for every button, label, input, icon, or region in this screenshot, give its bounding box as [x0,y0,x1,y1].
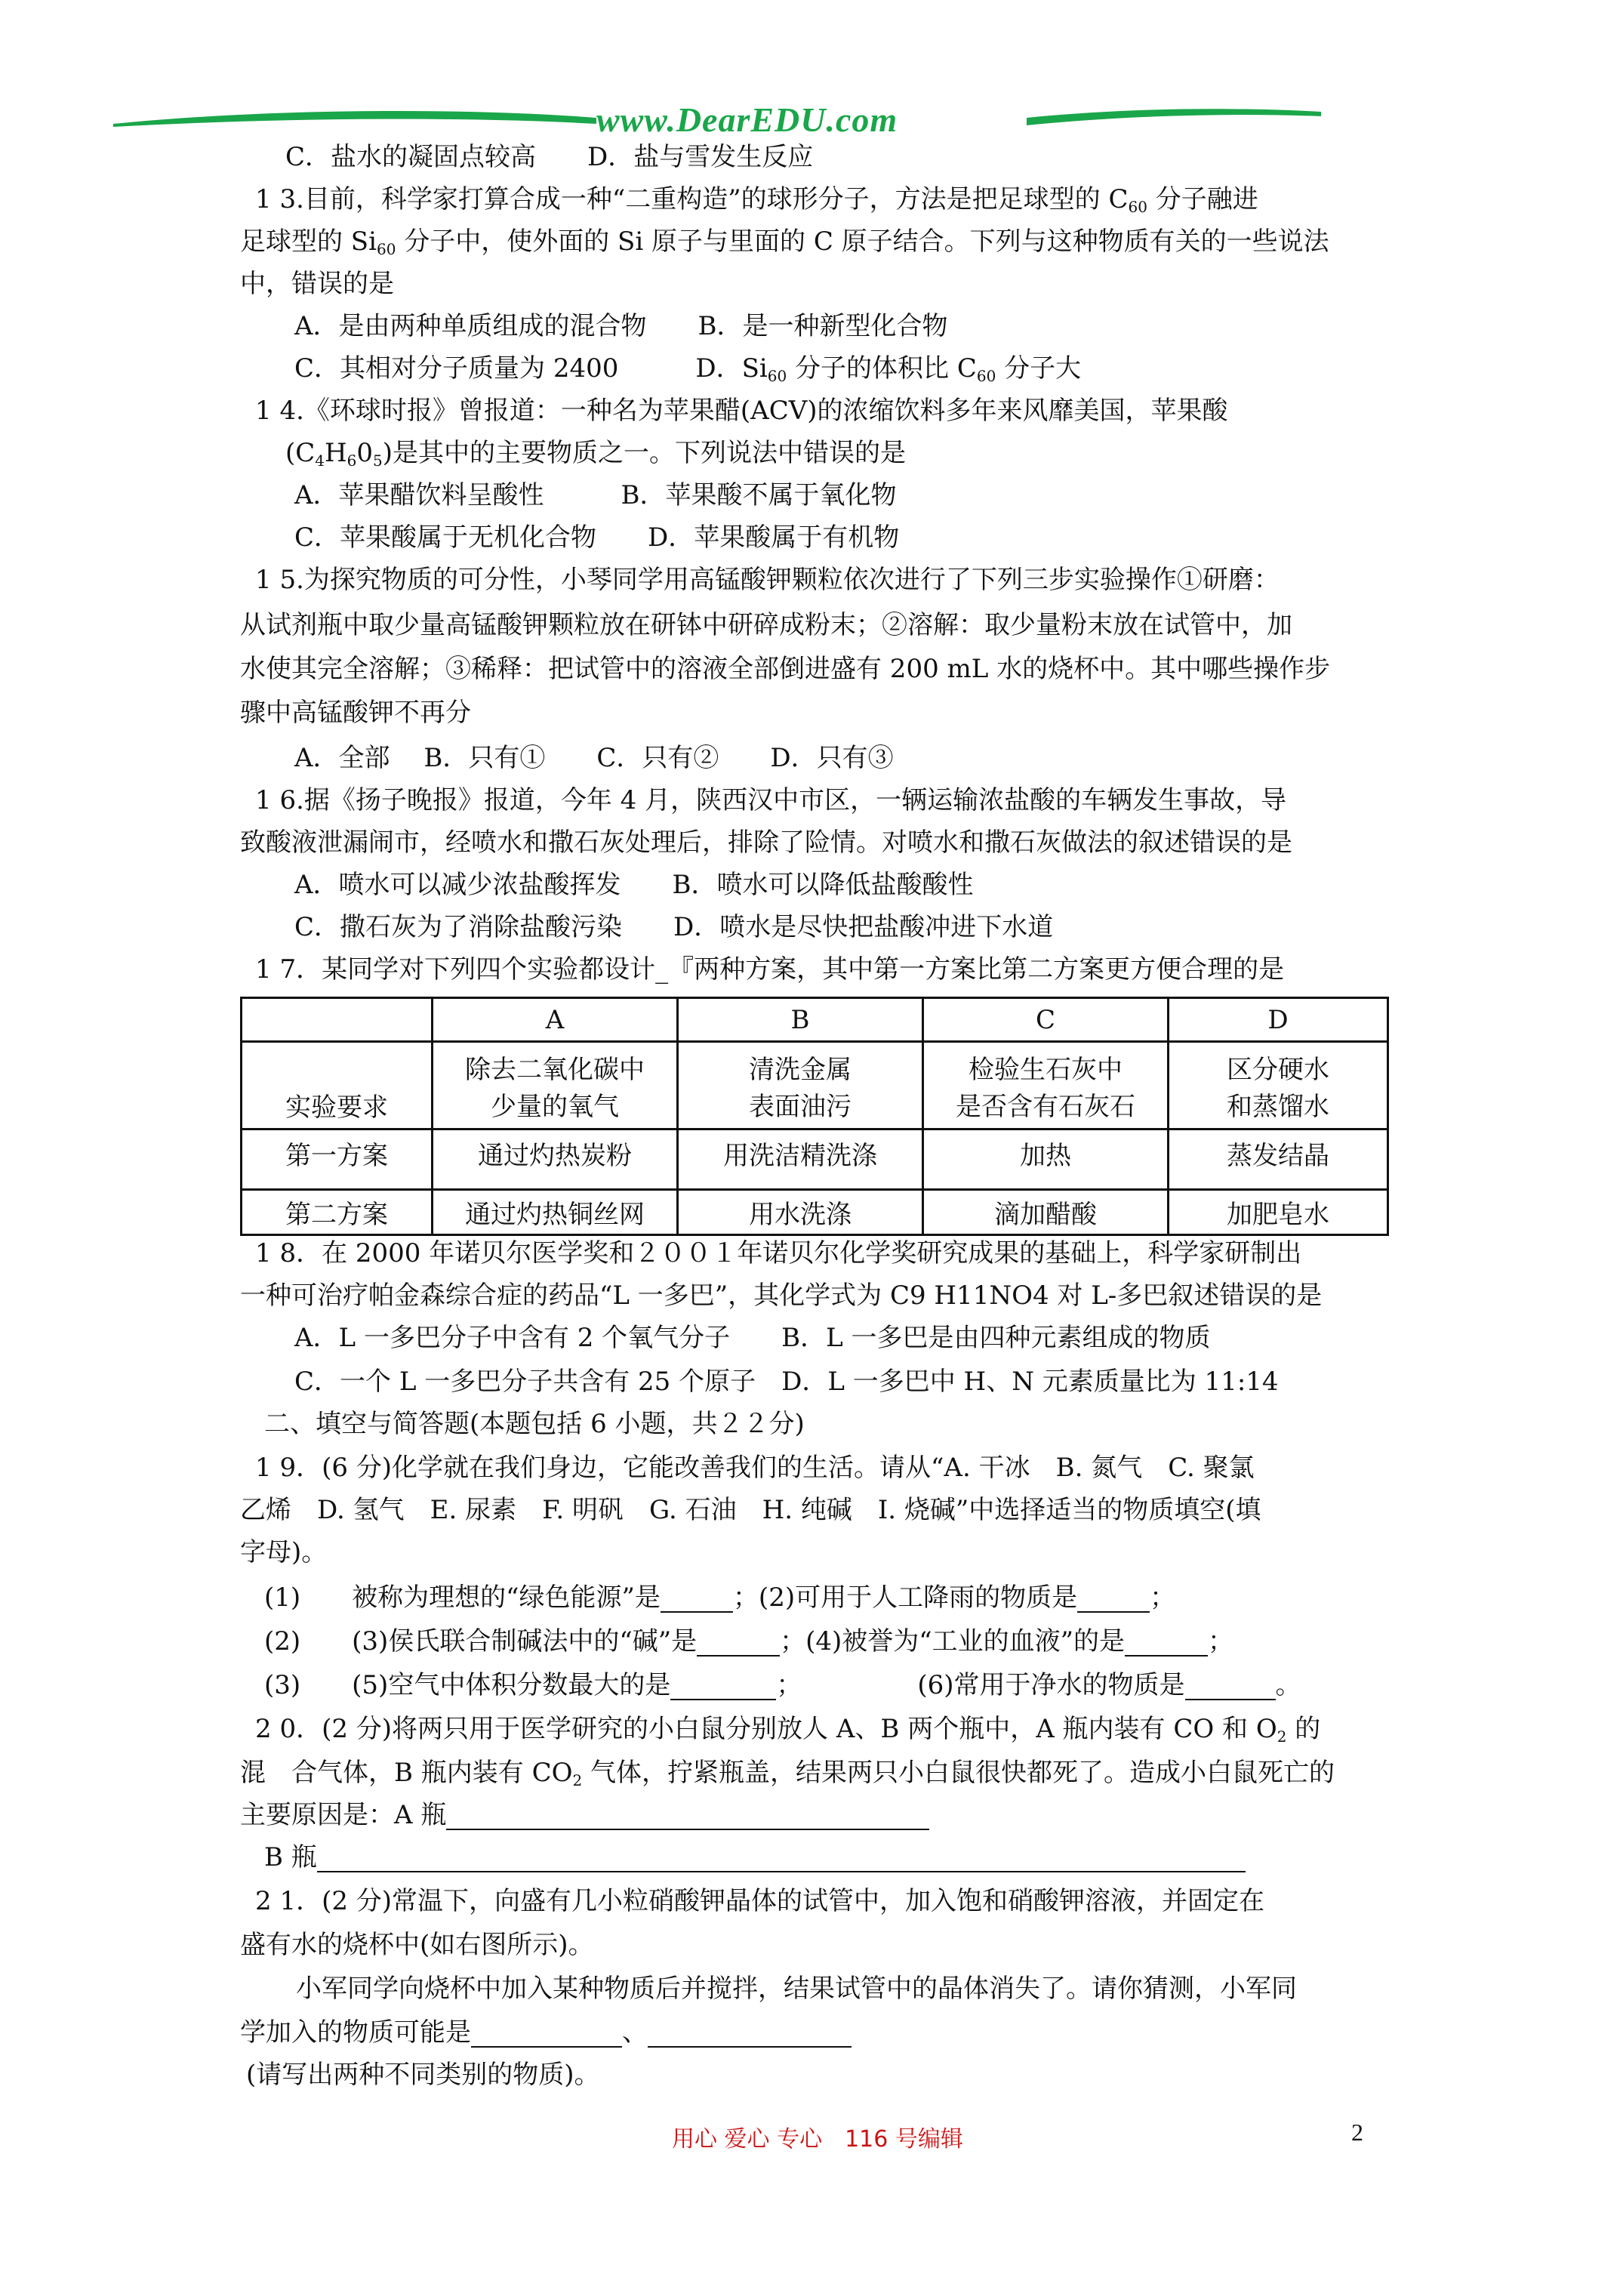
q20-blank-a[interactable] [446,1806,929,1830]
q13-line1 [255,184,1258,222]
q15-line3: 水使其完全溶解；③稀释：把试管中的溶液全部倒进盛有 200 mL 水的烧杯中。其中哪些操作步 [240,654,1331,684]
q20-line4 [264,1842,1246,1872]
q19-item1: (1) 被称为理想的“绿色能源”是 [264,1583,661,1613]
q15-options: A．全部 B．只有① C．只有② D．只有③ [294,743,894,773]
q14-t2: H [325,438,347,468]
q20-t3: 混 合气体，B 瓶内装有 CO [240,1758,573,1788]
q14-line2 [285,438,906,476]
q17-cell: 加肥皂水 [1169,1190,1388,1235]
q17-cell [1169,1042,1388,1130]
q19-blank-5[interactable] [670,1676,776,1700]
q21-line1: 2 1．(2 分)常温下，向盛有几小粒硝酸钾晶体的试管中，加入饱和硝酸钾溶液，并固定在 [255,1886,1265,1916]
q19-end-2: ； [1208,1626,1234,1657]
q21-line2: 盛有水的烧杯中(如右图所示)。 [240,1930,594,1960]
q21-line5: (请写出两种不同类别的物质)。 [246,2060,600,2090]
q13-c-sub2: 60 [976,367,996,385]
q13-option-a: A．是由两种单质组成的混合物 B．是一种新型化合物 [294,311,948,341]
q17-cell [678,1042,923,1130]
q16-option-a: A．喷水可以减少浓盐酸挥发 B．喷水可以降低盐酸酸性 [294,870,974,900]
q20-s2: 2 [572,1771,583,1789]
q18-option-c: C．一个 L 一多巴分子共含有 25 个原子 D．L 一多巴中 H、N 元素质量比为 11:14 [294,1367,1279,1397]
q19-item5: (3) (5)空气中体积分数最大的是 [264,1670,671,1700]
q17-cell-line: 少量的氧气 [491,1091,619,1122]
q19-blank-4[interactable] [1125,1632,1208,1657]
q19-blank-row2 [264,1626,1233,1657]
q17-header-b: B [678,998,923,1042]
q17-cell: 通过灼热铜丝网 [433,1190,678,1235]
q14-s2: 6 [346,451,357,470]
q20-t4: 气体，拧紧瓶盖，结果两只小白鼠很快都死了。造成小白鼠死亡的 [582,1758,1335,1788]
q17-table [240,997,1389,1236]
q17-cell-line: 检验生石灰中 [969,1054,1123,1085]
q21-line4 [240,2017,852,2048]
q19-item2: ；(2)可用于人工降雨的物质是 [732,1583,1078,1613]
q13-text-a2: 分子融进 [1147,184,1258,214]
q19-blank-row1 [264,1583,1175,1613]
q17-cell: 滴加醋酸 [923,1190,1169,1235]
q19-line2: 乙烯 D. 氢气 E. 尿素 F. 明矾 G. 石油 H. 纯碱 I. 烧碱”中选择适当的物质填空(填 [240,1495,1261,1525]
q13-c-sub1: 60 [767,367,787,385]
q17-cell [433,1042,678,1130]
q20-s1: 2 [1277,1727,1287,1746]
footer-credit: 用心 爱心 专心 116 号编辑 [672,2126,963,2153]
q14-line1: 1 4.《环球时报》曾报道：一种名为苹果醋(ACV)的浓缩饮料多年来风靡美国，苹果酸 [255,396,1228,426]
q13-text-a: 1 3.目前，科学家打算合成一种“二重构造”的球形分子，方法是把足球型的 C [255,184,1129,214]
q14-s1: 4 [315,451,325,470]
q17-cell-line: 是否含有石灰石 [956,1091,1135,1122]
q13-sub-a: 60 [1128,198,1147,216]
q21-blank-1[interactable] [471,2023,622,2048]
q17-cell: 用水洗涤 [678,1190,923,1235]
q17-cell: 通过灼热炭粉 [433,1130,678,1190]
q15-line2: 从试剂瓶中取少量高锰酸钾颗粒放在研钵中研碎成粉末；②溶解：取少量粉末放在试管中，加 [240,610,1292,640]
q20-line3 [240,1800,929,1830]
q17-line1: 1 7．某同学对下列四个实验都设计_『两种方案，其中第一方案比第二方案更方便合理的是 [255,954,1285,985]
q14-t4: )是其中的主要物质之一。下列说法中错误的是 [382,438,907,468]
q20-t6: B 瓶 [264,1842,317,1872]
q19-item3: (2) (3)侯氏联合制碱法中的“碱”是 [264,1626,698,1657]
q21-sep: 、 [622,2017,648,2048]
q18-line2: 一种可治疗帕金森综合症的药品“L 一多巴”，其化学式为 C9 H11NO4 对 L-多巴叙述错误的是 [240,1281,1323,1311]
q19-item6: (6)常用于净水的物质是 [917,1670,1185,1700]
q17-cell-line: 和蒸馏水 [1227,1091,1329,1122]
q13-c-text3: 分子大 [996,353,1082,384]
q16-line2: 致酸液泄漏闹市，经喷水和撒石灰处理后，排除了险情。对喷水和撒石灰做法的叙述错误的是 [240,827,1292,858]
logo-swoosh-right [1027,104,1321,134]
header-logo [113,98,1321,143]
q17-cell: 用洗洁精洗涤 [678,1130,923,1190]
q21-line3: 小军同学向烧杯中加入某种物质后并搅拌，结果试管中的晶体消失了。请你猜测，小军同 [296,1974,1297,2004]
q17-cell-line: 区分硬水 [1227,1054,1329,1085]
q14-option-a: A．苹果醋饮料呈酸性 B．苹果酸不属于氧化物 [294,480,897,510]
q19-line1: 1 9．(6 分)化学就在我们身边，它能改善我们的生活。请从“A. 干冰 B. 氮气 C. 聚氯 [255,1453,1255,1483]
section-2-heading: 二、填空与简答题(本题包括 6 小题，共２２分) [264,1409,805,1439]
q20-t1: 2 0．(2 分)将两只用于医学研究的小白鼠分别放人 A、B 两个瓶中，A 瓶内装有 CO 和 O [255,1714,1277,1744]
q19-end-3: 。 [1275,1670,1301,1700]
q13-text-b2: 分子中，使外面的 Si 原子与里面的 C 原子结合。下列与这种物质有关的一些说法 [396,227,1329,257]
q14-s3: 5 [373,451,383,470]
q17-row-label: 实验要求 [242,1042,433,1130]
logo-swoosh-left [113,104,596,134]
q17-row-requirement [242,1042,1388,1130]
q15-line4: 骤中高锰酸钾不再分 [240,698,471,728]
q17-header-empty [242,998,433,1042]
site-url: www.DearEDU.com [596,100,898,139]
q19-blank-1[interactable] [661,1589,733,1613]
q18-line1: 1 8．在 2000 年诺贝尔医学奖和２００１年诺贝尔化学奖研究成果的基础上，科学家研制出 [255,1238,1302,1268]
q14-t1: (C [285,438,316,468]
q17-row-plan1 [242,1130,1388,1190]
q18-option-a: A．L 一多巴分子中含有 2 个氧气分子 B．L 一多巴是由四种元素组成的物质 [294,1323,1211,1353]
q17-header-row [242,998,1388,1042]
q19-blank-3[interactable] [697,1632,780,1657]
q17-row-label: 第一方案 [242,1130,433,1190]
q19-line3: 字母)。 [240,1537,328,1567]
q17-header-d: D [1169,998,1388,1042]
q19-item4: ；(4)被誉为“工业的血液”的是 [780,1626,1126,1657]
q17-cell: 加热 [923,1130,1169,1190]
q19-blank-2[interactable] [1077,1589,1150,1613]
q13-text-b: 足球型的 Si [240,227,377,257]
q20-blank-b[interactable] [317,1848,1246,1872]
q17-header-a: A [433,998,678,1042]
q16-option-c: C．撒石灰为了消除盐酸污染 D．喷水是尽快把盐酸冲进下水道 [294,912,1054,942]
q20-t5: 主要原因是：A 瓶 [240,1800,447,1830]
q17-cell-line: 清洗金属 [749,1054,852,1085]
q21-t1: 学加入的物质可能是 [240,2017,471,2048]
q20-t2: 的 [1286,1714,1321,1744]
q13-line2 [240,227,1329,264]
q17-header-c: C [923,998,1169,1042]
q19-end-1: ； [1150,1583,1176,1613]
q20-line2 [240,1758,1335,1795]
q13-c-text1: C．其相对分子质量为 2400 D．Si [294,353,768,384]
q16-line1: 1 6.据《扬子晚报》报道，今年 4 月，陕西汉中市区，一辆运输浓盐酸的车辆发生事故，导 [255,785,1287,815]
q17-row-label: 第二方案 [242,1190,433,1235]
q17-cell [923,1042,1169,1130]
q19-blank-row3 [264,1670,1301,1700]
q13-sub-b: 60 [376,240,396,258]
q19-blank-6[interactable] [1185,1676,1276,1700]
q19-sep: ； [776,1670,918,1700]
q21-blank-2[interactable] [648,2023,852,2048]
q17-cell: 蒸发结晶 [1169,1130,1388,1190]
q13-line3: 中，错误的是 [240,269,394,299]
line-q12-options: C．盐水的凝固点较高 D．盐与雪发生反应 [285,142,814,172]
q13-c-text2: 分子的体积比 C [787,353,977,384]
q14-option-c: C．苹果酸属于无机化合物 D．苹果酸属于有机物 [294,522,900,553]
q15-line1: 1 5.为探究物质的可分性，小琴同学用高锰酸钾颗粒依次进行了下列三步实验操作①研磨： [255,565,1280,595]
q13-option-c [294,353,1081,391]
q14-t3: 0 [356,438,374,468]
q17-cell-line: 除去二氧化碳中 [465,1054,645,1085]
q17-row-plan2 [242,1190,1388,1235]
q17-cell-line: 表面油污 [749,1091,852,1122]
q20-line1 [255,1714,1320,1752]
page-number: 2 [1351,2119,1363,2146]
